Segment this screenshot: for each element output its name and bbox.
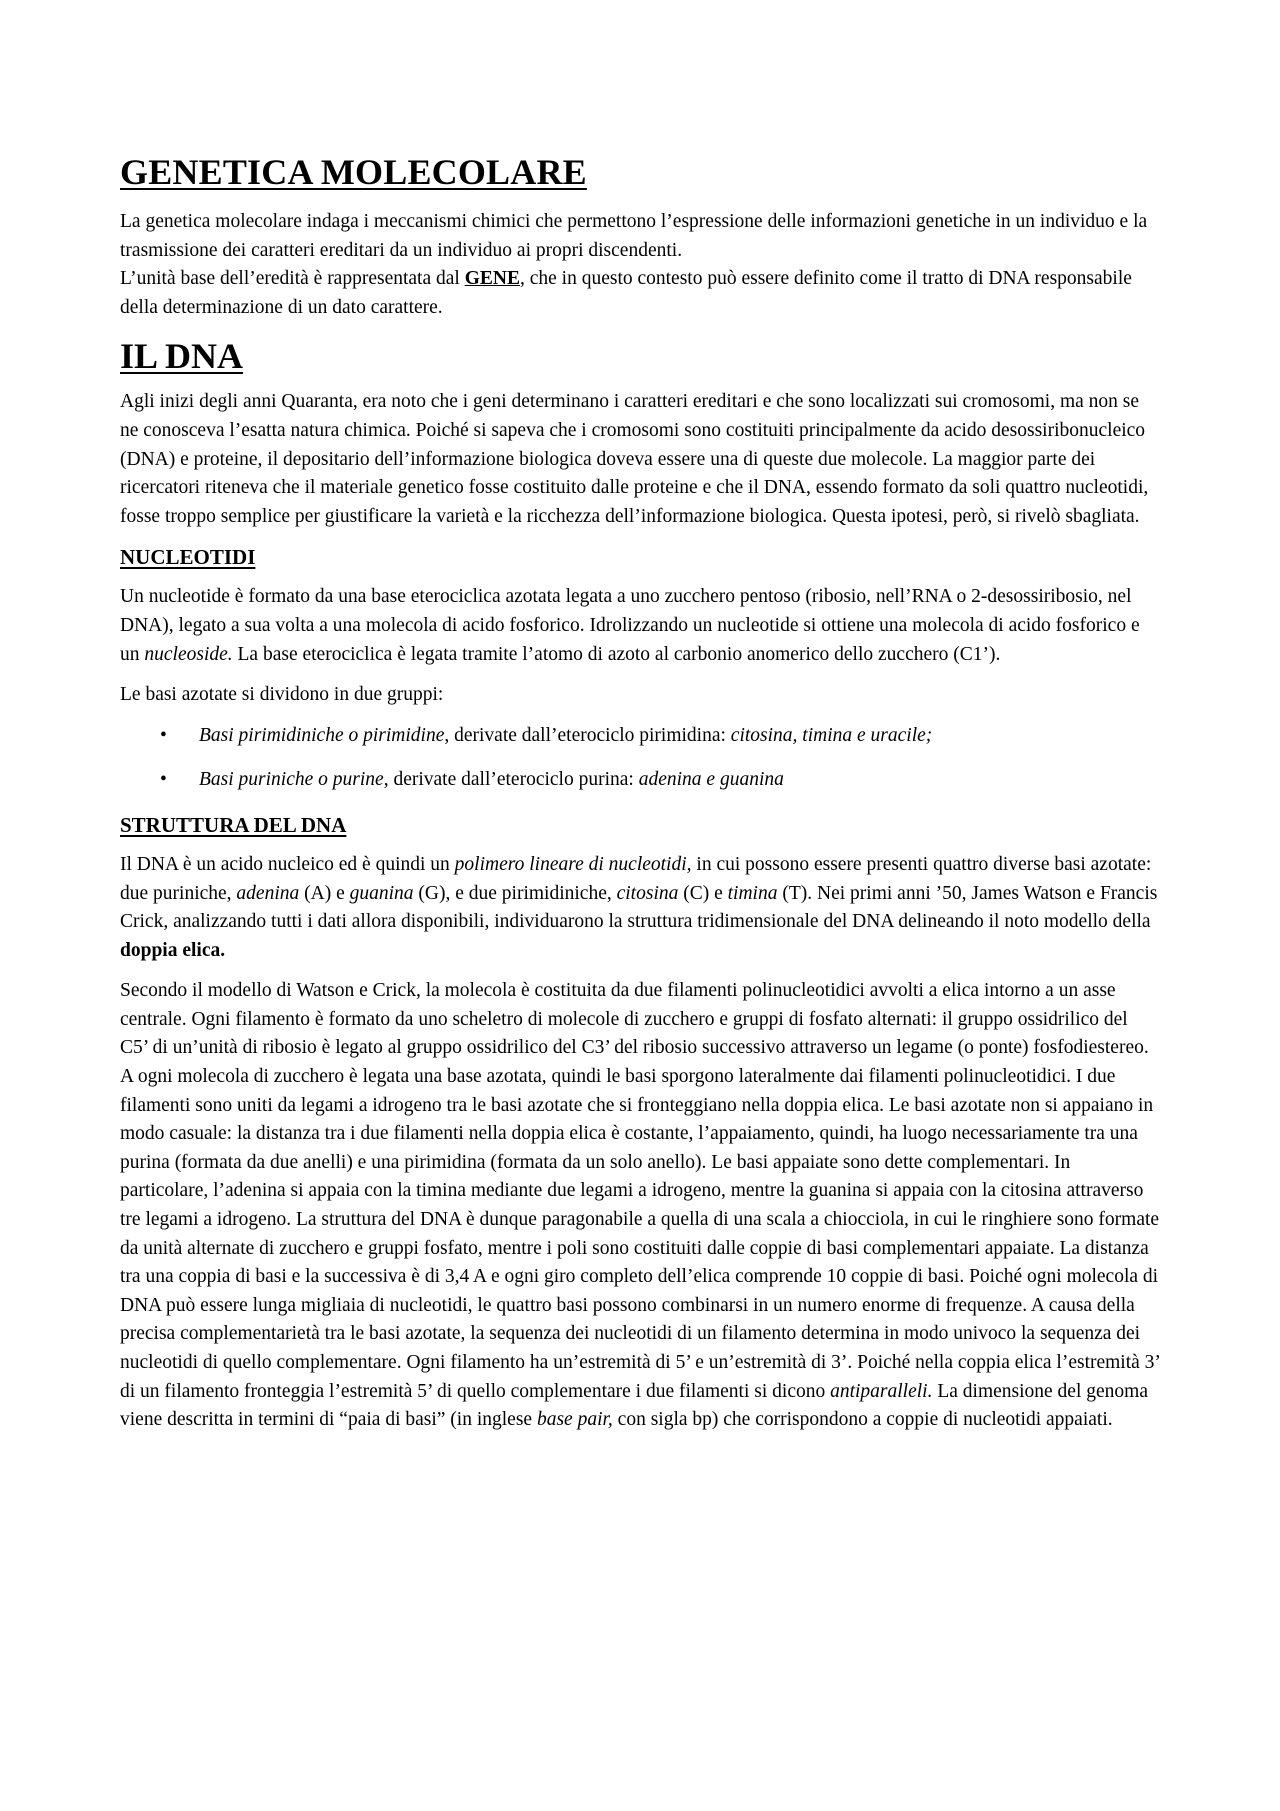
subsection-title-struttura: STRUTTURA DEL DNA [120,812,347,837]
list-item [120,722,1160,751]
text-run: La dimensione del genoma viene descritta in termini di “paia di basi” (in inglese [120,1380,1148,1431]
list-item-text: , derivate dall’eterociclo pirimidina: [444,724,731,746]
dna-paragraph: Agli inizi degli anni Quaranta, era noto che i geni determinano i caratteri ereditari e che sono localizzati sui cromosomi, ma non se ne conosceva l’esatta natura chimica. Poiché si sapeva che i cromosomi sono costituiti principalmente da acido desossiribonucleico (DNA) e proteine, il depositario dell’informazione biologica doveva essere una di queste due molecole. La maggior parte dei ricercatori riteneva che il materiale genetico fosse costituito dalle proteine e che il DNA, essendo formato da soli quattro nucleotidi, fosse troppo semplice per giustificare la varietà e la ricchezza dell’informazione biologica. Questa ipotesi, però, si rivelò sbagliata. [120,391,1149,527]
list-item-term: Basi pirimidiniche o pirimidine [199,724,445,746]
nucleotidi-paragraph-1 [120,583,1160,669]
document-content [120,150,1160,1435]
italic-term: adenina [236,882,300,904]
italic-term: citosina [616,882,679,904]
text-run: (C) e [678,882,728,904]
list-item-examples: adenina e guanina [638,769,784,791]
bullet-icon: • [160,769,167,791]
page-title: GENETICA MOLECOLARE [120,152,587,192]
text-run: (A) e [299,882,350,904]
text-run: (G), e due pirimidiniche, [413,882,617,904]
bold-term: doppia elica. [120,939,226,961]
italic-term: timina [727,882,778,904]
italic-term: polimero lineare di nucleotidi, [454,853,692,875]
nucleotidi-p1-text: Un nucleotide è formato da una base eterociclica azotata legata a uno zucchero pentoso (ribosio, nell’RNA o 2-desossiribosio, nel DNA), legato a sua volta a una molecola di acido fosforico. Idrolizzando un nucleotide si ottiene una molecola di acido fosforico e un [120,586,1140,665]
list-item-text: , derivate dall’eterociclo purina: [383,769,639,791]
italic-term: guanina [349,882,414,904]
italic-term: base pair, [536,1409,613,1431]
intro-paragraph-2 [120,265,1160,322]
list-item-term: Basi puriniche o purine [199,769,384,791]
section-title-dna: IL DNA [120,336,244,377]
text-run: (T). Nei primi anni ’50, James Watson e Francis Crick, analizzando tutti i dati allora disponibili, individuarono la struttura tridimensionale del DNA delineando il noto modello della [120,882,1158,933]
gene-term: GENE [464,268,520,290]
struttura-paragraph-1 [120,851,1160,965]
text-run: Secondo il modello di Watson e Crick, la molecola è costituita da due filamenti polinucleotidici avvolti a elica intorno a un asse centrale. Ogni filamento è formato da uno scheletro di molecole di zucchero e gruppi di fosfato alternati: il gruppo ossidrilico del C5’ di un’unità di ribosio è legato al gruppo ossidrilico del C3’ del ribosio successivo attraverso un legame (o ponte) fosfodiestereo. A ogni molecola di zucchero è legata una base azotata, quindi le basi sporgono lateralmente dai filamenti polinucleotidici. I due filamenti sono uniti da legami a idrogeno tra le basi azotate che si fronteggiano nella doppia elica. Le basi azotate non si appaiano in modo casuale: la distanza tra i due filamenti nella doppia elica è costante, l’appaiamento, quindi, ha luogo necessariamente tra una purina (formata da due anelli) e una pirimidina (formata da un solo anello). Le basi appaiate sono dette complementari. In particolare, l’adenina si appaia con la timina mediante due legami a idrogeno, mentre la guanina si appaia con la citosina attraverso tre legami a idrogeno. La struttura del DNA è dunque paragonabile a quella di una scala a chiocciola, in cui le ringhiere sono formate da unità alternate di zucchero e gruppi fosfato, mentre i poli sono costituiti dalle coppie di basi complementari appaiate. La distanza tra una coppia di basi e la successiva è di 3,4 A e ogni giro completo dell’elica comprende 10 coppie di basi. Poiché ogni molecola di DNA può essere lunga migliaia di nucleotidi, le quattro basi possono combinarsi in un numero enorme di frequenze. A causa della precisa complementarietà tra le basi azotate, la sequenza dei nucleotidi di un filamento determina in modo univoco la sequenza dei nucleotidi di quello complementare. Ogni filamento ha un’estremità di 5’ e un’estremità di 3’. Poiché nella coppia elica l’estremità 3’ di un filamento fronteggia l’estremità 5’ di quello complementare i due filamenti si dicono [120,980,1160,1402]
intro-text-before-gene: L’unità base dell’eredità è rappresentata dal [120,268,465,290]
list-item-examples: citosina, timina e uracile; [730,724,933,746]
text-run: in cui possono essere presenti quattro diverse basi azotate: due puriniche, [120,853,1152,904]
subsection-title-nucleotidi: NUCLEOTIDI [120,545,256,570]
bullet-icon: • [160,724,167,746]
nucleotidi-paragraph-2: Le basi azotate si dividono in due gruppi: [120,684,444,706]
intro-paragraph-1: La genetica molecolare indaga i meccanismi chimici che permettono l’espressione delle informazioni genetiche in un individuo e la trasmissione dei caratteri ereditari da un individuo ai propri discendenti. [120,211,1148,261]
intro-text-after-gene: , che in questo contesto può essere definito come il tratto di DNA responsabile della determinazione di un dato carattere. [120,268,1132,318]
text-run: con sigla bp) che corrispondono a coppie di nucleotidi appaiati. [612,1409,1113,1431]
bases-list [120,722,1160,795]
struttura-paragraph-2 [120,977,1160,1435]
list-item [120,766,1160,795]
text-run: Il DNA è un acido nucleico ed è quindi un [120,853,455,875]
nucleotidi-p1-text-end: La base eterociclica è legata tramite l’atomo di azoto al carbonio anomerico dello zucchero (C1’). [232,643,1001,665]
nucleoside-term: nucleoside. [144,643,233,665]
italic-term: antiparalleli. [830,1380,933,1402]
